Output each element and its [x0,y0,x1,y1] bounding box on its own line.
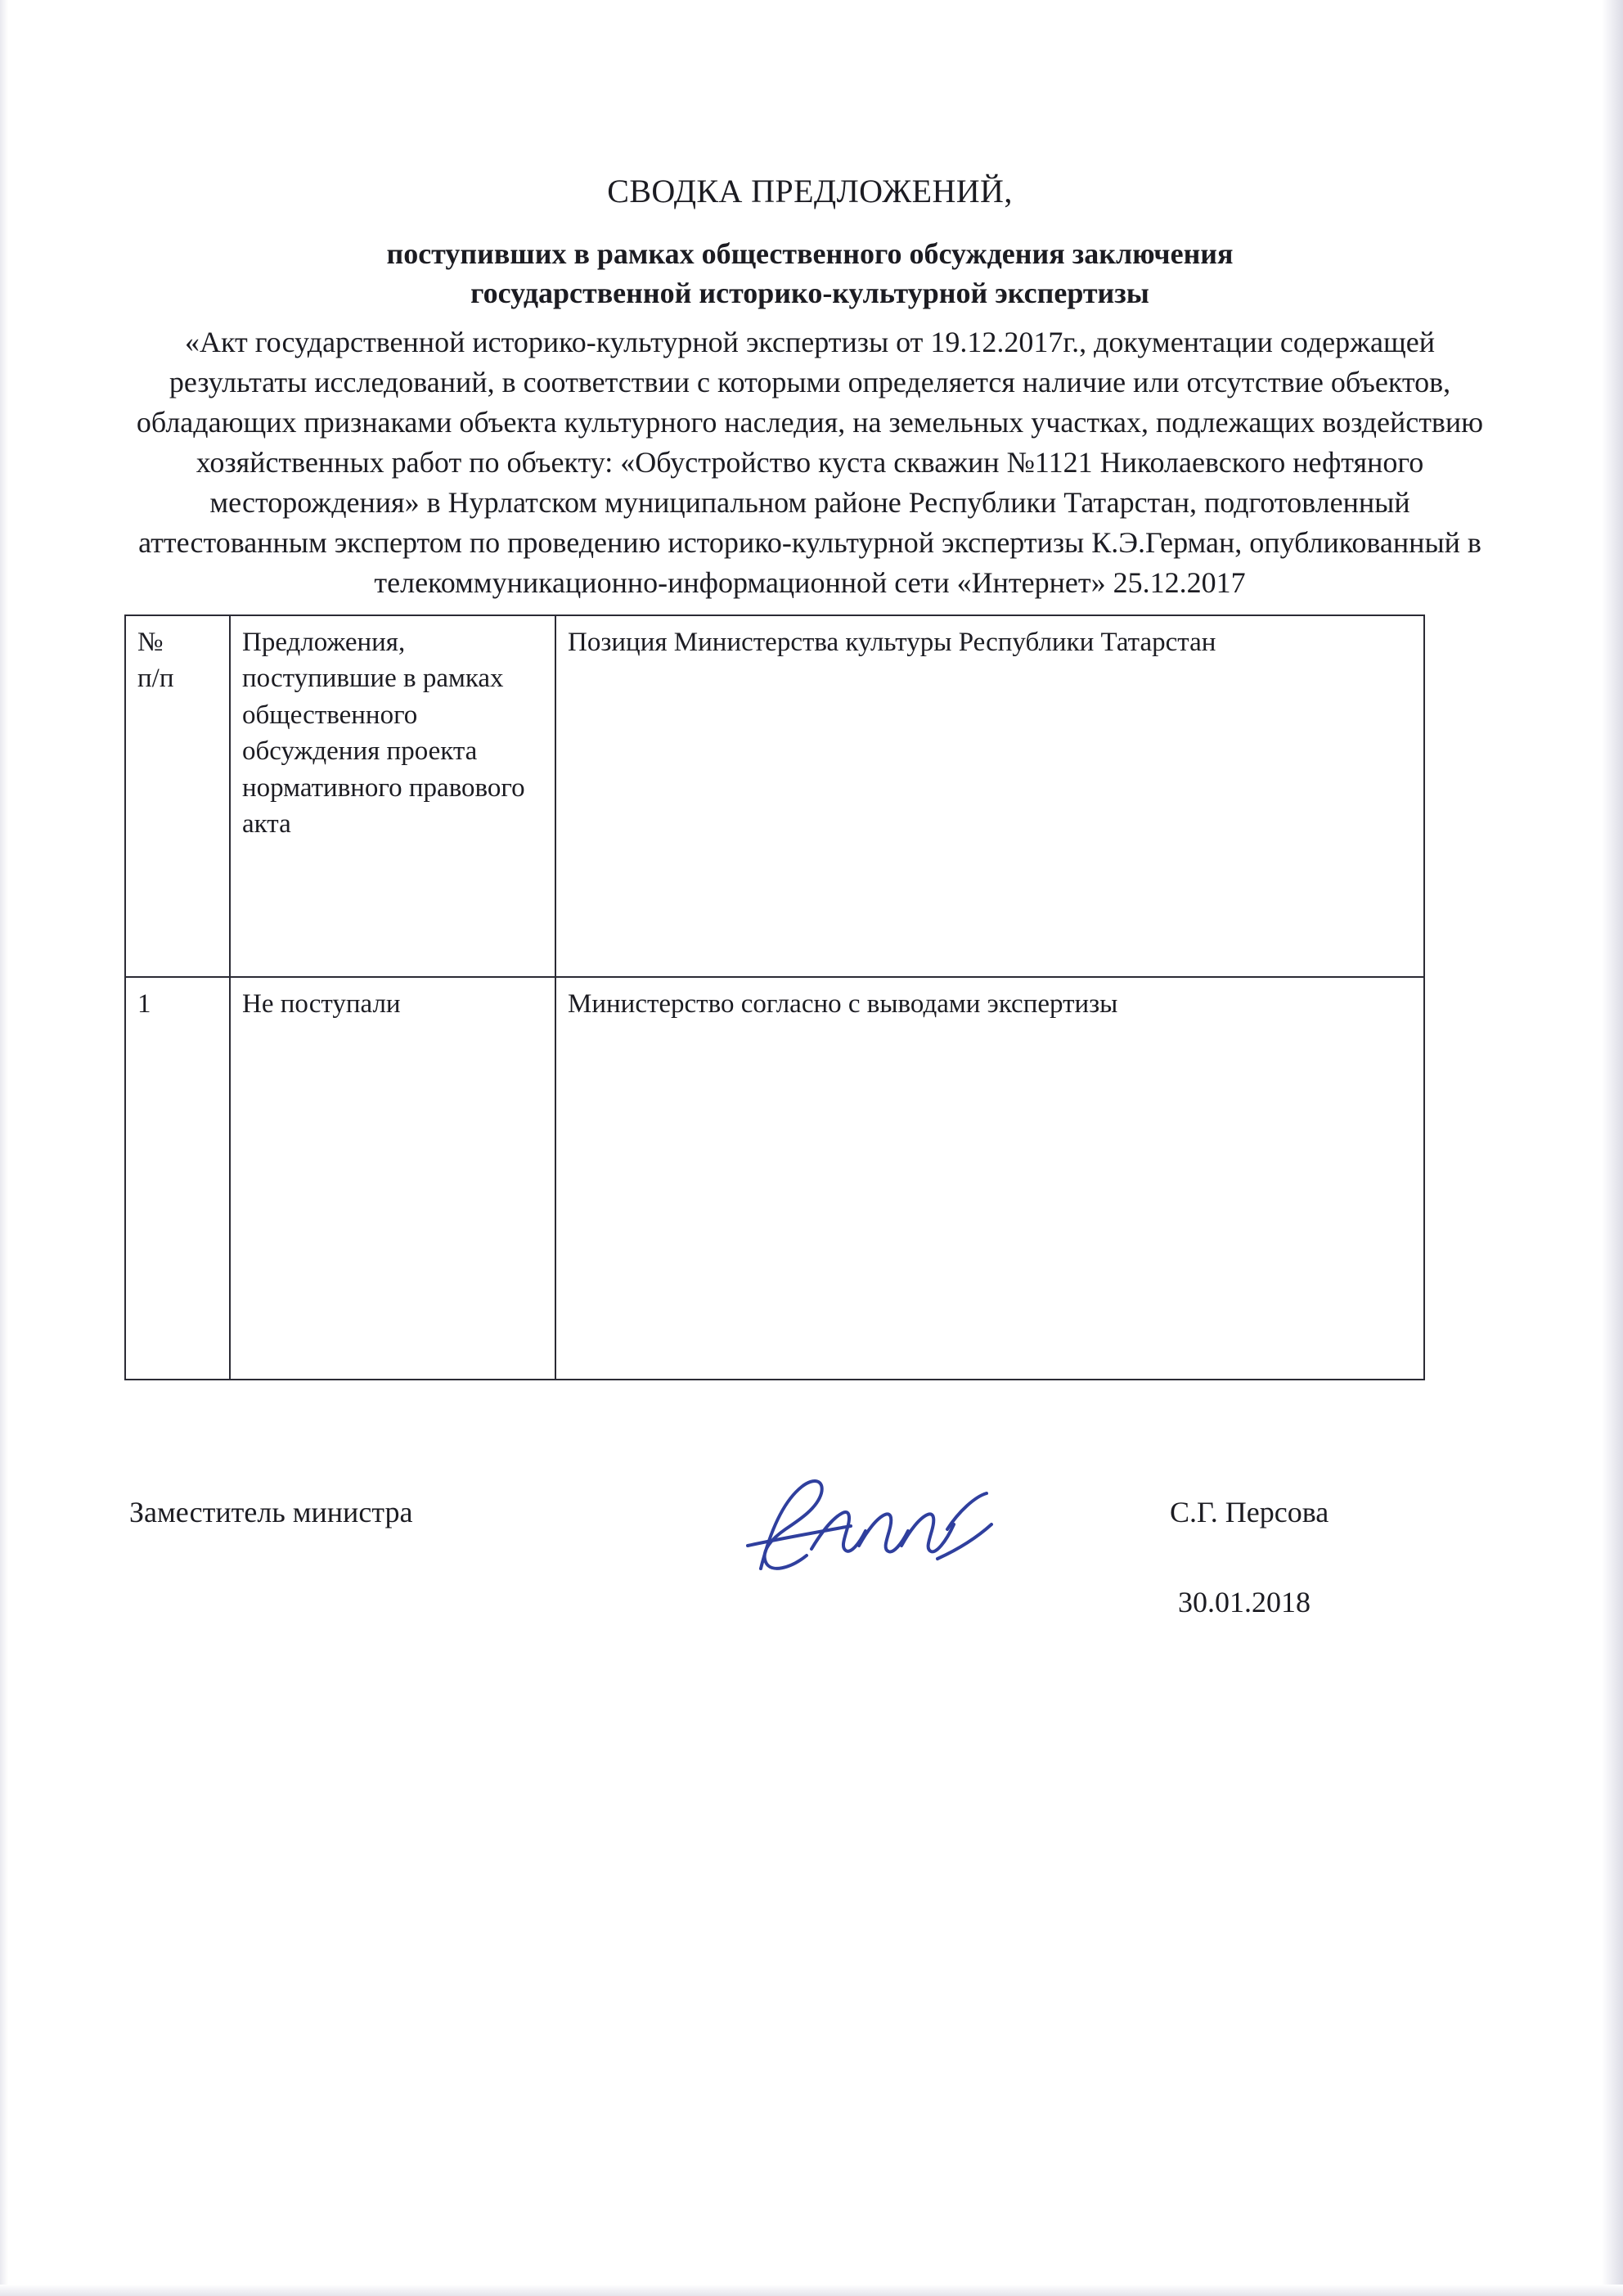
signature-block [115,1446,1505,1659]
table-header-position: Позиция Министерства культуры Республики Татарстан [555,615,1424,977]
page-edge-right [1602,0,1623,2296]
page-title: СВОДКА ПРЕДЛОЖЕНИЙ, [607,173,1013,209]
document-subtitle-line1: поступивших в рамках общественного обсуждения заключения [386,237,1234,270]
document-content [115,0,1505,1659]
table-header-proposals: Предложения, поступившие в рамках общественного обсуждения проекта нормативного правового акта [230,615,555,977]
signature-role: Заместитель министра [129,1495,413,1528]
table-cell-position: Министерство согласно с выводами экспертизы [555,977,1424,1380]
table-header-row [125,615,1424,977]
signature-name: С.Г. Персова [1170,1495,1329,1528]
document-subtitle-line2: государственной историко-культурной экспертизы [470,276,1149,309]
proposals-table [124,615,1425,1380]
signature-date: 30.01.2018 [1178,1585,1311,1618]
table-header-num-line1: № [137,627,164,657]
page-edge-left [0,0,8,2296]
table-cell-proposals: Не поступали [230,977,555,1380]
table-header-num [125,615,230,977]
page-edge-bottom [0,2285,1623,2296]
table-row [125,977,1424,1380]
document-intro-paragraph: «Акт государственной историко-культурной экспертизы от 19.12.2017г., документации содержащей результаты исследований, в соответствии с которыми определяется наличие или отсутствие объектов, обладающих признаками объекта культурного наследия, на земельных участках, подлежащих воздействию хозяйственных работ по объекту: «Обустройство куста скважин №1121 Николаевского нефтяного месторождения» в Нурлатском муниципальном районе Республики Татарстан, подготовленный аттестованным экспертом по проведению историко-культурной экспертизы К.Э.Герман, опубликованный в телекоммуникационно-информационной сети «Интернет» 25.12.2017 [136,326,1484,599]
table-header-num-line2: п/п [137,664,174,694]
handwritten-signature-icon [736,1454,1014,1593]
table-cell-num: 1 [125,977,230,1380]
